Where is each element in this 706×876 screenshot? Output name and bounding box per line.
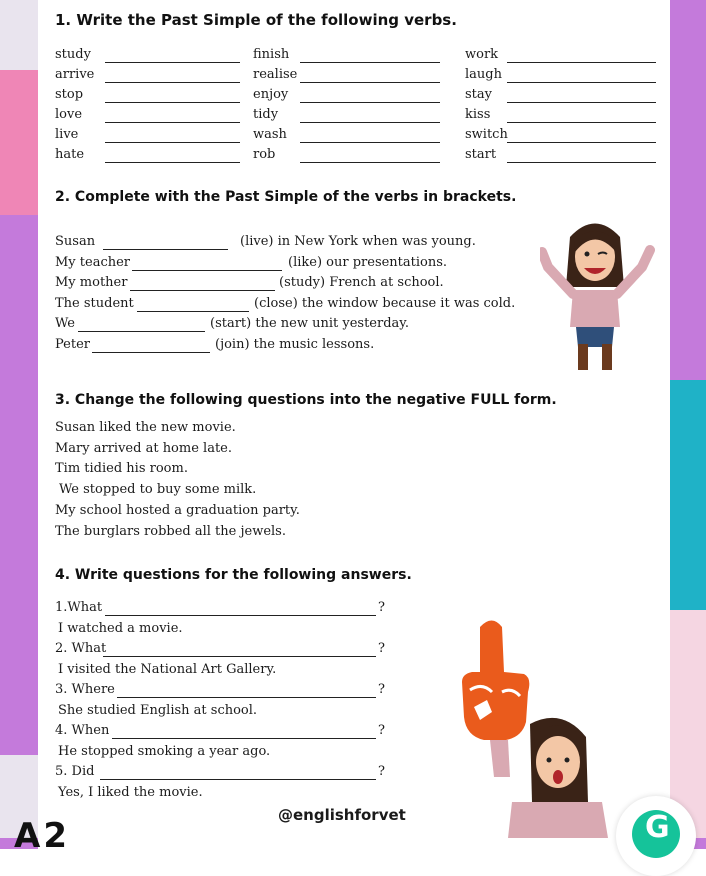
verb-col2-4: wash [253,127,287,142]
verb-col1-3: love [55,107,83,122]
sentence-subject: We [55,316,75,331]
answer-blank[interactable] [105,61,240,63]
answer-blank[interactable] [300,141,440,143]
answer-blank[interactable] [137,310,249,312]
answer-blank[interactable] [130,289,275,291]
question-mark: ? [378,764,385,779]
question-mark: ? [378,682,385,697]
left-pink-shape [0,70,38,220]
answer-blank[interactable] [105,101,240,103]
verb-col2-1: realise [253,67,298,82]
question-blank[interactable] [105,614,376,616]
sentence-item: Mary arrived at home late. [55,440,232,456]
answer-blank[interactable] [300,61,440,63]
section4-title: 4. Write questions for the following answers. [55,567,412,583]
answer-blank[interactable] [132,269,282,271]
sentence-rest: (study) French at school. [279,275,444,290]
question-prompt: 5. Did [55,764,95,779]
question-blank[interactable] [117,696,376,698]
verb-col3-3: kiss [465,107,491,122]
level-badge: A2 [14,816,70,856]
question-mark: ? [378,641,385,656]
answer-blank[interactable] [300,161,440,163]
verb-col3-1: laugh [465,67,502,82]
sentence-item: We stopped to buy some milk. [59,482,257,498]
answer-blank[interactable] [507,161,656,163]
verb-col2-0: finish [253,47,290,62]
answer-blank[interactable] [507,101,656,103]
verb-col1-4: live [55,127,79,142]
answer-blank[interactable] [300,121,440,123]
question-prompt: 3. Where [55,682,115,697]
section2-title: 2. Complete with the Past Simple of the verbs in brackets. [55,189,517,205]
verb-col2-3: tidy [253,107,279,122]
sentence-item: Tim tidied his room. [55,461,188,477]
answer-text: Yes, I liked the movie. [58,784,203,800]
verb-col1-5: hate [55,147,85,162]
right-teal-shape [670,380,706,610]
question-blank[interactable] [103,655,376,657]
verb-col3-4: switch [465,127,508,142]
sentence-rest: (join) the music lessons. [215,336,375,352]
verb-col2-2: enjoy [253,87,289,102]
verb-col1-1: arrive [55,67,95,82]
grammarly-logo-letter: G [645,810,670,845]
sentence-subject: Susan [55,234,96,249]
sentence-rest: (close) the window because it was cold. [254,295,516,311]
sentence-rest: (start) the new unit yesterday. [210,316,410,331]
answer-blank[interactable] [507,121,656,123]
question-prompt: 4. When [55,723,110,738]
sentence-rest: (live) in New York when was young. [240,234,476,249]
sentence-subject: My mother [55,275,128,290]
section3-title: 3. Change the following questions into the negative FULL form. [55,392,557,408]
question-prompt: 1.What [55,600,103,615]
verb-col3-5: start [465,147,497,162]
left-teal-shape [0,215,38,755]
sentence-item: The burglars robbed all the jewels. [55,523,286,539]
sentence-item: Susan liked the new movie. [55,420,236,435]
right-purple-band [670,0,706,380]
verb-col3-2: stay [465,87,492,102]
answer-blank[interactable] [507,141,656,143]
question-blank[interactable] [112,737,376,739]
answer-text: She studied English at school. [58,702,258,718]
answer-blank[interactable] [92,351,210,353]
verb-col3-0: work [465,47,499,62]
verb-col1-0: study [55,47,91,62]
answer-blank[interactable] [105,141,240,143]
cheering-girl-illustration [540,212,660,377]
answer-blank[interactable] [103,248,228,250]
question-mark: ? [378,723,385,738]
question-blank[interactable] [100,778,376,780]
answer-blank[interactable] [105,161,240,163]
answer-blank[interactable] [507,61,656,63]
foam-finger-girl-illustration [452,612,612,838]
answer-blank[interactable] [105,81,240,83]
answer-blank[interactable] [300,101,440,103]
question-prompt: 2. What [55,641,107,656]
author-handle: @englishforvet [278,806,406,824]
sentence-rest: (like) our presentations. [288,254,448,270]
answer-text: I watched a movie. [58,620,183,636]
verb-col1-2: stop [55,87,84,102]
answer-text: I visited the National Art Gallery. [58,661,277,677]
sentence-item: My school hosted a graduation party. [55,502,300,518]
sentence-subject: Peter [55,336,90,352]
verb-col2-5: rob [253,147,276,162]
answer-blank[interactable] [507,81,656,83]
sentence-subject: My teacher [55,254,131,270]
answer-blank[interactable] [78,330,205,332]
sentence-subject: The student [55,295,134,311]
section1-title: 1. Write the Past Simple of the following verbs. [55,11,457,29]
answer-blank[interactable] [105,121,240,123]
answer-text: He stopped smoking a year ago. [58,743,271,759]
answer-blank[interactable] [300,81,440,83]
question-mark: ? [378,600,385,615]
